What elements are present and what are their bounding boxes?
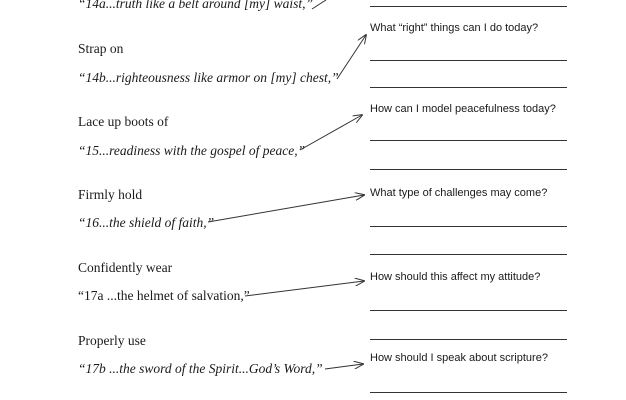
verse-14a: “14a...truth like a belt around [my] waist,” <box>78 0 314 11</box>
verse-14b: “14b...righteousness like armor on [my] chest,” <box>78 70 339 85</box>
verse-17b: “17b ...the sword of the Spirit...God’s Word,” <box>78 361 323 376</box>
question-scripture: How should I speak about scripture? <box>370 352 548 364</box>
verse-15: “15...readiness with the gospel of peace,” <box>78 143 306 158</box>
arrow-14b <box>337 35 366 79</box>
verse-17a: “17a ...the helmet of salvation,” <box>78 288 250 303</box>
arrow-15 <box>300 115 362 150</box>
arrow-16 <box>208 195 364 222</box>
verse-16: “16...the shield of faith,” <box>78 215 215 230</box>
arrow-17b <box>325 364 363 369</box>
question-challenges: What type of challenges may come? <box>370 187 548 199</box>
heading-confidently-wear: Confidently wear <box>78 260 173 275</box>
heading-lace-up-boots: Lace up boots of <box>78 114 169 129</box>
heading-properly-use: Properly use <box>78 333 146 348</box>
question-right-things: What “right” things can I do today? <box>370 22 539 34</box>
heading-firmly-hold: Firmly hold <box>78 187 143 202</box>
arrow-17a <box>245 281 364 296</box>
question-attitude: How should this affect my attitude? <box>370 271 541 283</box>
question-peacefulness: How can I model peacefulness today? <box>370 103 556 115</box>
arrow-14a <box>312 0 326 9</box>
heading-strap-on: Strap on <box>78 41 124 56</box>
